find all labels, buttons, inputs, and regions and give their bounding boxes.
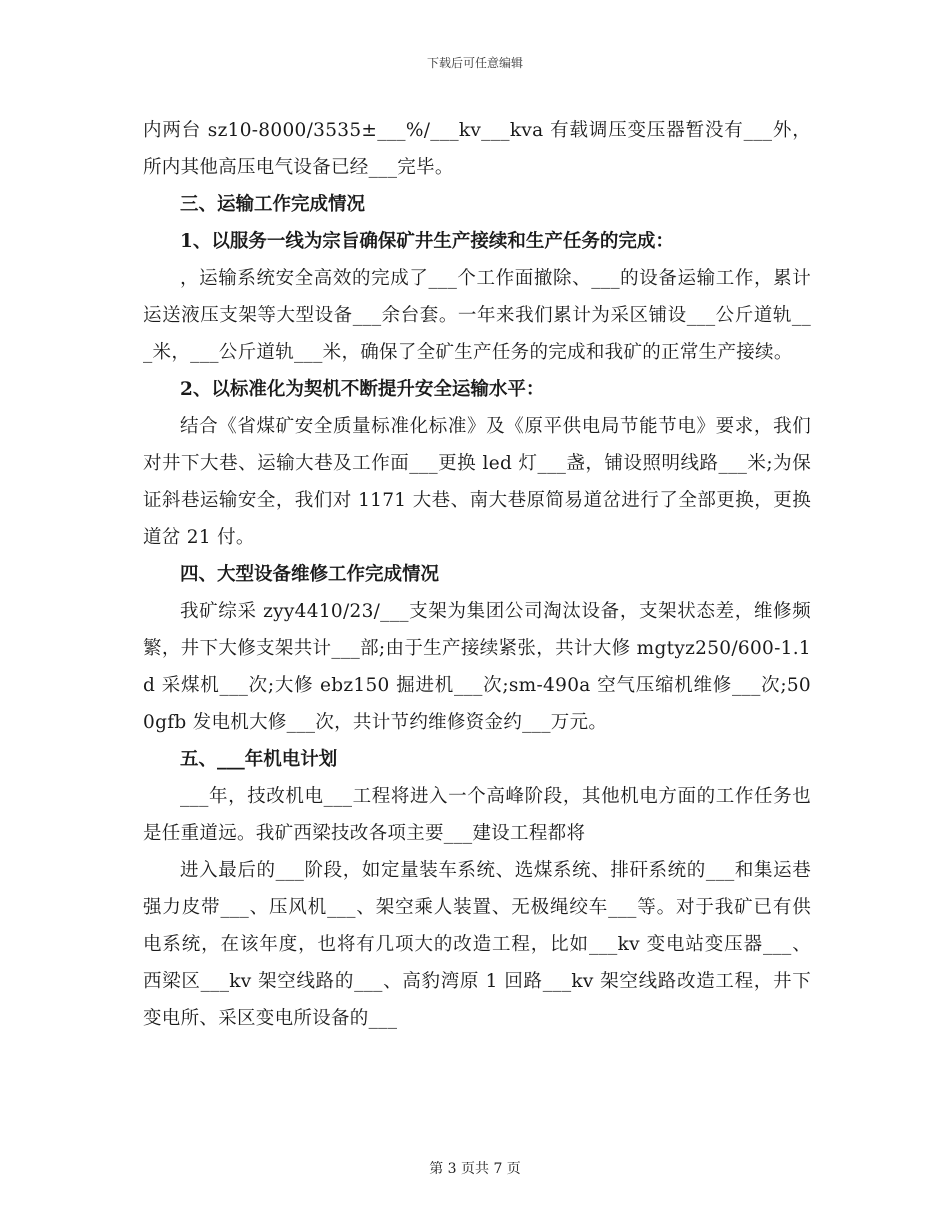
- page-header: 下载后可任意编辑: [426, 56, 523, 70]
- paragraph-transport-results: ，运输系统安全高效的完成了___个工作面撤除、___的设备运输工作，累计运送液压支架等大型设备___余台套。一年来我们累计为采区铺设___公斤道轨___米，___公斤道轨___米，确保了全矿生产任务的完成和我矿的正常生产接续。: [143, 268, 811, 363]
- paragraph-plan-details: 进入最后的___阶段，如定量装车系统、选煤系统、排矸系统的___和集运巷强力皮带___、压风机___、架空乘人装置、无极绳绞车___等。对于我矿已有供电系统，在该年度，也将有几项大的改造工程，比如___kv 变电站变压器___、西梁区___kv 架空线路的___、高豹湾原 1 回路___kv 架空线路改造工程，井下变电所、采区变电所设备的___: [143, 860, 811, 1029]
- subheading-standardization: 2、以标准化为契机不断提升安全运输水平：: [180, 379, 545, 400]
- section-heading-transport: 三、运输工作完成情况: [180, 194, 366, 215]
- section-heading-equipment-repair: 四、大型设备维修工作完成情况: [180, 564, 440, 585]
- document-body: [143, 112, 811, 1037]
- paragraph-transformer-status: 内两台 sz10-8000/3535±___%/___kv___kva 有载调压变压器暂没有___外，所内其他高压电气设备已经___完毕。: [143, 120, 811, 178]
- paragraph-plan-intro: ___年，技改机电___工程将进入一个高峰阶段，其他机电方面的工作任务也是任重道远。我矿西梁技改各项主要___建设工程都将: [143, 786, 811, 844]
- paragraph-standardization: 结合《省煤矿安全质量标准化标准》及《原平供电局节能节电》要求，我们对井下大巷、运输大巷及工作面___更换 led 灯___盏，铺设照明线路___米;为保证斜巷运输安全，我们对 1171 大巷、南大巷原简易道岔进行了全部更换，更换道岔 21 付。: [143, 416, 811, 548]
- subheading-service-frontline: 1、以服务一线为宗旨确保矿井生产接续和生产任务的完成：: [180, 231, 674, 252]
- page-footer: 第 3 页共 7 页: [429, 1161, 521, 1177]
- paragraph-equipment-repair: 我矿综采 zyy4410/23/___支架为集团公司淘汰设备，支架状态差，维修频繁，井下大修支架共计___部;由于生产接续紧张，共计大修 mgtyz250/600-1.1d 采煤机___次;大修 ebz150 掘进机___次;sm-490a 空气压缩机维修___次;500gfb 发电机大修___次，共计节约维修资金约___万元。: [143, 601, 811, 733]
- section-heading-plan: 五、___年机电计划: [180, 749, 338, 770]
